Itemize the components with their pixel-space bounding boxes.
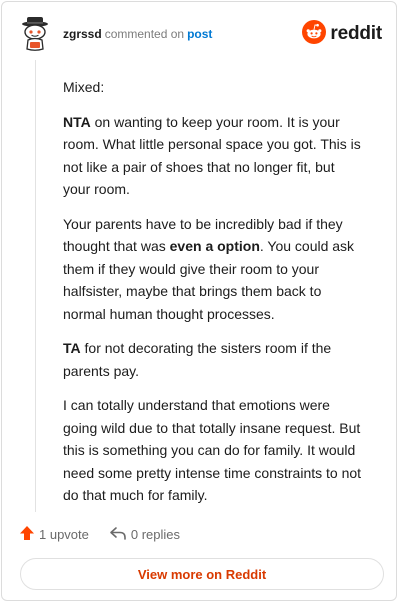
comment-actions	[19, 522, 180, 546]
comment-byline	[63, 27, 212, 41]
comment-card	[1, 1, 397, 601]
comment-text-1: on wanting to keep your room. It is your room. What little personal space you got. This is not like a pair of shoes that no longer fit, but your room.	[63, 113, 361, 197]
comment-text-2a: Your parents have to be incredibly bad if they thought that was	[63, 215, 343, 254]
upvote-button[interactable]	[19, 525, 89, 544]
post-link[interactable]: post	[187, 27, 213, 41]
reddit-wordmark: reddit	[330, 23, 382, 44]
snoo-avatar-icon[interactable]	[19, 16, 51, 52]
username-link[interactable]: zgrssd	[63, 27, 102, 41]
comment-paragraph-2	[63, 213, 363, 326]
thread-line	[35, 60, 36, 512]
view-more-button[interactable]: View more on Reddit	[20, 558, 384, 590]
comment-header	[2, 2, 396, 66]
comment-bold-ta: TA	[63, 340, 81, 356]
comment-text-2b: . You could ask them if they would give their room to your halfsister, maybe that brings them back to normal human thought processes.	[63, 238, 355, 322]
comment-bold-nta: NTA	[63, 113, 91, 130]
reply-button[interactable]	[109, 525, 180, 544]
comment-paragraph-intro: Mixed:	[63, 79, 105, 95]
comment-paragraph-4: I can totally understand that emotions were going wild due to that totally insane request. But this is something you can do for family. It would need some pretty intense time constraints to not do that much for family.	[63, 397, 362, 503]
upvote-arrow-icon	[19, 525, 35, 544]
comment-body	[63, 76, 363, 519]
byline-action-text: commented on	[104, 27, 185, 41]
comment-bold-option: even a option	[169, 238, 260, 254]
comment-text-3: for not decorating the sisters room if the parents pay.	[63, 340, 332, 379]
reddit-logo-icon	[302, 20, 326, 49]
comment-paragraph-1	[63, 111, 363, 201]
reply-count: 0 replies	[130, 526, 181, 542]
comment-paragraph-3	[63, 337, 363, 382]
reply-arrow-icon	[109, 525, 127, 544]
reddit-brand[interactable]	[302, 22, 382, 46]
upvote-count: 1 upvote	[39, 526, 89, 542]
